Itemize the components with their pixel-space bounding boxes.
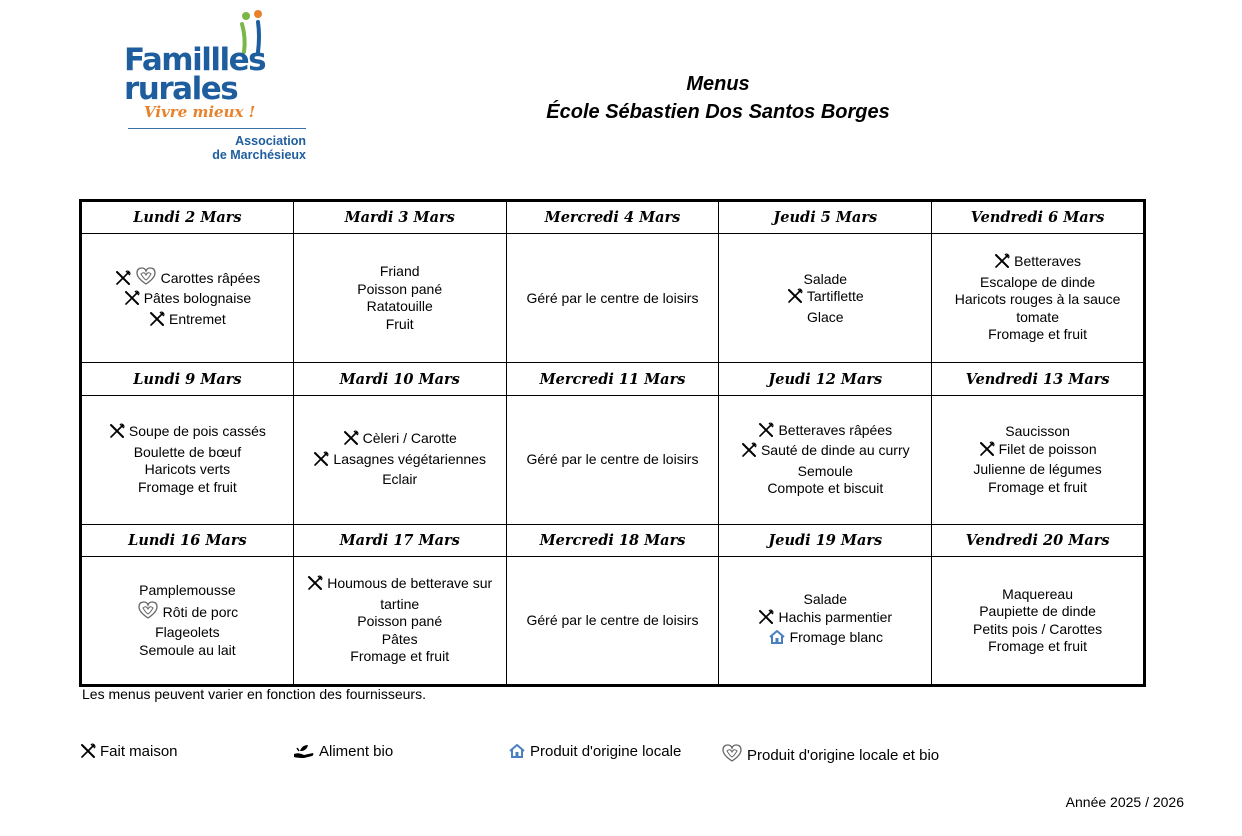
menu-item-text: Fromage et fruit	[137, 478, 237, 495]
fork-knife-icon	[307, 575, 323, 596]
day-header: Lundi 16 Mars	[81, 524, 294, 556]
menu-item	[723, 463, 927, 481]
day-menu-cell	[506, 234, 719, 363]
bio-icon	[293, 743, 315, 763]
menu-item	[86, 479, 289, 497]
menu-item-text: Flageolets	[155, 624, 220, 641]
legend-label: Produit d'origine locale	[530, 743, 682, 760]
day-menu-cell	[719, 395, 932, 524]
page-title	[430, 70, 1006, 126]
day-header: Mercredi 11 Mars	[506, 363, 719, 395]
menu-item	[936, 586, 1139, 604]
menu-item	[86, 600, 289, 625]
menu-item	[936, 621, 1139, 639]
day-menu-cell	[81, 557, 294, 686]
menu-item	[723, 309, 927, 327]
menu-item-text: Sauté de dinde au curry	[760, 442, 910, 459]
fork-knife-icon	[994, 253, 1010, 274]
menu-item-text: Maquereau	[1002, 585, 1073, 602]
menu-item-text: Rôti de porc	[162, 603, 239, 620]
menu-item	[511, 612, 715, 630]
menu-item	[298, 613, 502, 631]
menu-row	[81, 395, 1145, 524]
menu-item-text: Lasagnes végétariennes	[333, 450, 486, 467]
menu-item-text: Filet de poisson	[998, 440, 1097, 457]
menu-item	[86, 266, 289, 291]
day-header: Jeudi 12 Mars	[719, 363, 932, 395]
legend-local-bio	[721, 743, 939, 767]
day-menu-cell	[719, 557, 932, 686]
menu-item-text: Haricots verts	[144, 461, 231, 478]
menu-item	[936, 291, 1139, 326]
menu-item	[936, 423, 1139, 441]
menu-item-text: Houmous de betterave sur tartine	[327, 575, 493, 612]
menu-item-text: Saucisson	[1005, 423, 1070, 440]
menu-item-text: Fromage et fruit	[988, 478, 1087, 495]
menu-item	[298, 631, 502, 649]
day-menu-cell	[932, 234, 1145, 363]
menu-item	[298, 471, 502, 489]
house-icon	[508, 743, 526, 763]
legend-label: Fait maison	[100, 743, 178, 760]
day-header: Mercredi 4 Mars	[506, 201, 719, 234]
menu-item-text: Julienne de légumes	[973, 461, 1102, 478]
menu-item-text: Entremet	[168, 310, 226, 327]
day-menu-cell	[506, 557, 719, 686]
title-line2: École Sébastien Dos Santos Borges	[546, 101, 890, 123]
menu-item-text: Fromage et fruit	[350, 648, 450, 665]
day-header: Lundi 9 Mars	[81, 363, 294, 395]
menu-item-text: Soupe de pois cassés	[128, 423, 266, 440]
menu-item	[936, 638, 1139, 656]
logo-divider	[128, 128, 306, 129]
menu-item	[723, 480, 927, 498]
menu-item	[86, 311, 289, 332]
menu-item	[86, 642, 289, 660]
house-icon	[768, 629, 786, 650]
menu-item	[936, 274, 1139, 292]
menu-row	[81, 234, 1145, 363]
menu-item-text: Haricots rouges à la sauce tomate	[954, 291, 1121, 325]
menu-item-text: Géré par le centre de loisirs	[526, 450, 699, 467]
menu-item	[86, 444, 289, 462]
day-menu-cell	[932, 395, 1145, 524]
leaf-heart-icon	[135, 266, 157, 291]
menu-item	[298, 451, 502, 472]
menu-item	[86, 290, 289, 311]
fork-knife-icon	[109, 423, 125, 444]
menu-item	[936, 461, 1139, 479]
menu-item	[298, 648, 502, 666]
logo-assoc-line1: Association	[235, 134, 306, 148]
menu-item-text: Salade	[803, 270, 848, 287]
menu-table	[79, 199, 1146, 687]
logo-assoc-line2: de Marchésieux	[212, 148, 306, 162]
legend-label: Produit d'origine locale et bio	[747, 747, 940, 764]
day-menu-cell	[293, 234, 506, 363]
menu-item-text: Fromage et fruit	[988, 326, 1087, 343]
menu-item	[936, 326, 1139, 344]
leaf-heart-icon	[137, 600, 159, 625]
day-header: Mardi 10 Mars	[293, 363, 506, 395]
fork-knife-icon	[149, 311, 165, 332]
menu-item	[298, 263, 502, 281]
menu-item-text: Carottes râpées	[160, 269, 261, 286]
menu-item-text: Escalope de dinde	[979, 273, 1096, 290]
menu-item-text: Compote et biscuit	[767, 480, 884, 497]
logo-line1: Famillles	[124, 42, 266, 78]
menu-item	[723, 442, 927, 463]
menu-item	[723, 288, 927, 309]
title-line1: Menus	[686, 73, 750, 95]
fork-knife-icon	[979, 441, 995, 462]
menu-item	[936, 479, 1139, 497]
fork-knife-icon	[124, 290, 140, 311]
menu-item-text: Betteraves	[1014, 253, 1082, 270]
logo-line2: rurales	[124, 71, 238, 107]
menu-item	[298, 575, 502, 613]
fork-knife-icon	[115, 270, 131, 291]
menu-item-text: Boulette de bœuf	[133, 443, 242, 460]
logo-association	[212, 134, 306, 162]
menu-item	[723, 609, 927, 630]
day-header: Mardi 3 Mars	[293, 201, 506, 234]
menu-item-text: Pâtes bolognaise	[143, 290, 252, 307]
menu-item	[298, 281, 502, 299]
menu-item-text: Poisson pané	[357, 280, 443, 297]
menu-item-text: Géré par le centre de loisirs	[526, 289, 699, 306]
menu-item	[298, 298, 502, 316]
menu-item-text: Eclair	[382, 471, 418, 488]
leaf-heart-icon	[721, 743, 743, 767]
menu-item-text: Ratatouille	[366, 298, 433, 315]
legend-bio	[293, 743, 393, 763]
menu-item-text: Fruit	[385, 315, 414, 332]
fork-knife-icon	[313, 451, 329, 472]
menu-item	[723, 271, 927, 289]
menu-item-text: Friand	[379, 263, 420, 280]
menu-item	[298, 430, 502, 451]
fait-maison-icon	[80, 743, 96, 763]
day-header: Mardi 17 Mars	[293, 524, 506, 556]
menu-item-text: Géré par le centre de loisirs	[526, 611, 699, 628]
logo-familles-rurales	[118, 8, 318, 168]
menu-item-text: Pamplemousse	[139, 582, 236, 599]
menu-item	[936, 253, 1139, 274]
day-header: Vendredi 13 Mars	[932, 363, 1145, 395]
fork-knife-icon	[741, 442, 757, 463]
fork-knife-icon	[758, 609, 774, 630]
menu-row	[81, 557, 1145, 686]
day-header-row	[81, 201, 1145, 234]
day-menu-cell	[81, 395, 294, 524]
fork-knife-icon	[758, 422, 774, 443]
day-header: Jeudi 5 Mars	[719, 201, 932, 234]
menu-item	[86, 582, 289, 600]
school-year: Année 2025 / 2026	[1065, 794, 1184, 810]
menu-item	[936, 441, 1139, 462]
menu-item	[511, 290, 715, 308]
day-menu-cell	[293, 557, 506, 686]
logo-tagline: Vivre mieux !	[144, 103, 256, 121]
menu-item-text: Semoule	[797, 462, 853, 479]
day-header: Lundi 2 Mars	[81, 201, 294, 234]
menu-item-text: Petits pois / Carottes	[973, 620, 1103, 637]
menu-item-text: Tartiflette	[806, 288, 864, 305]
legend-fait-maison	[80, 743, 178, 763]
menu-item-text: Glace	[807, 308, 844, 325]
day-header-row	[81, 363, 1145, 395]
menu-item	[936, 603, 1139, 621]
menu-item	[86, 624, 289, 642]
day-header: Vendredi 6 Mars	[932, 201, 1145, 234]
legend-label: Aliment bio	[319, 743, 394, 760]
day-menu-cell	[719, 234, 932, 363]
day-menu-cell	[932, 557, 1145, 686]
menu-item	[723, 591, 927, 609]
menu-item-text: Hachis parmentier	[778, 608, 893, 625]
menu-item	[511, 451, 715, 469]
day-header-row	[81, 524, 1145, 556]
legend-local	[508, 743, 681, 763]
day-menu-cell	[293, 395, 506, 524]
menu-item	[723, 629, 927, 650]
day-header: Jeudi 19 Mars	[719, 524, 932, 556]
menu-item-text: Cèleri / Carotte	[362, 430, 457, 447]
menu-item-text: Paupiette de dinde	[979, 603, 1096, 620]
menu-item-text: Poisson pané	[357, 613, 443, 630]
menu-item-text: Semoule au lait	[139, 641, 236, 658]
menu-item-text: Fromage blanc	[789, 629, 883, 646]
menu-item	[723, 422, 927, 443]
fork-knife-icon	[343, 430, 359, 451]
menu-item	[86, 461, 289, 479]
menu-item-text: Salade	[803, 591, 848, 608]
menu-item	[298, 316, 502, 334]
day-header: Mercredi 18 Mars	[506, 524, 719, 556]
menu-item	[86, 423, 289, 444]
day-menu-cell	[506, 395, 719, 524]
menu-item-text: Pâtes	[381, 630, 418, 647]
menu-item-text: Fromage et fruit	[988, 638, 1087, 655]
supplier-note: Les menus peuvent varier en fonction des fournisseurs.	[82, 686, 426, 702]
day-header: Vendredi 20 Mars	[932, 524, 1145, 556]
fork-knife-icon	[787, 288, 803, 309]
menu-item-text: Betteraves râpées	[778, 421, 893, 438]
day-menu-cell	[81, 234, 294, 363]
